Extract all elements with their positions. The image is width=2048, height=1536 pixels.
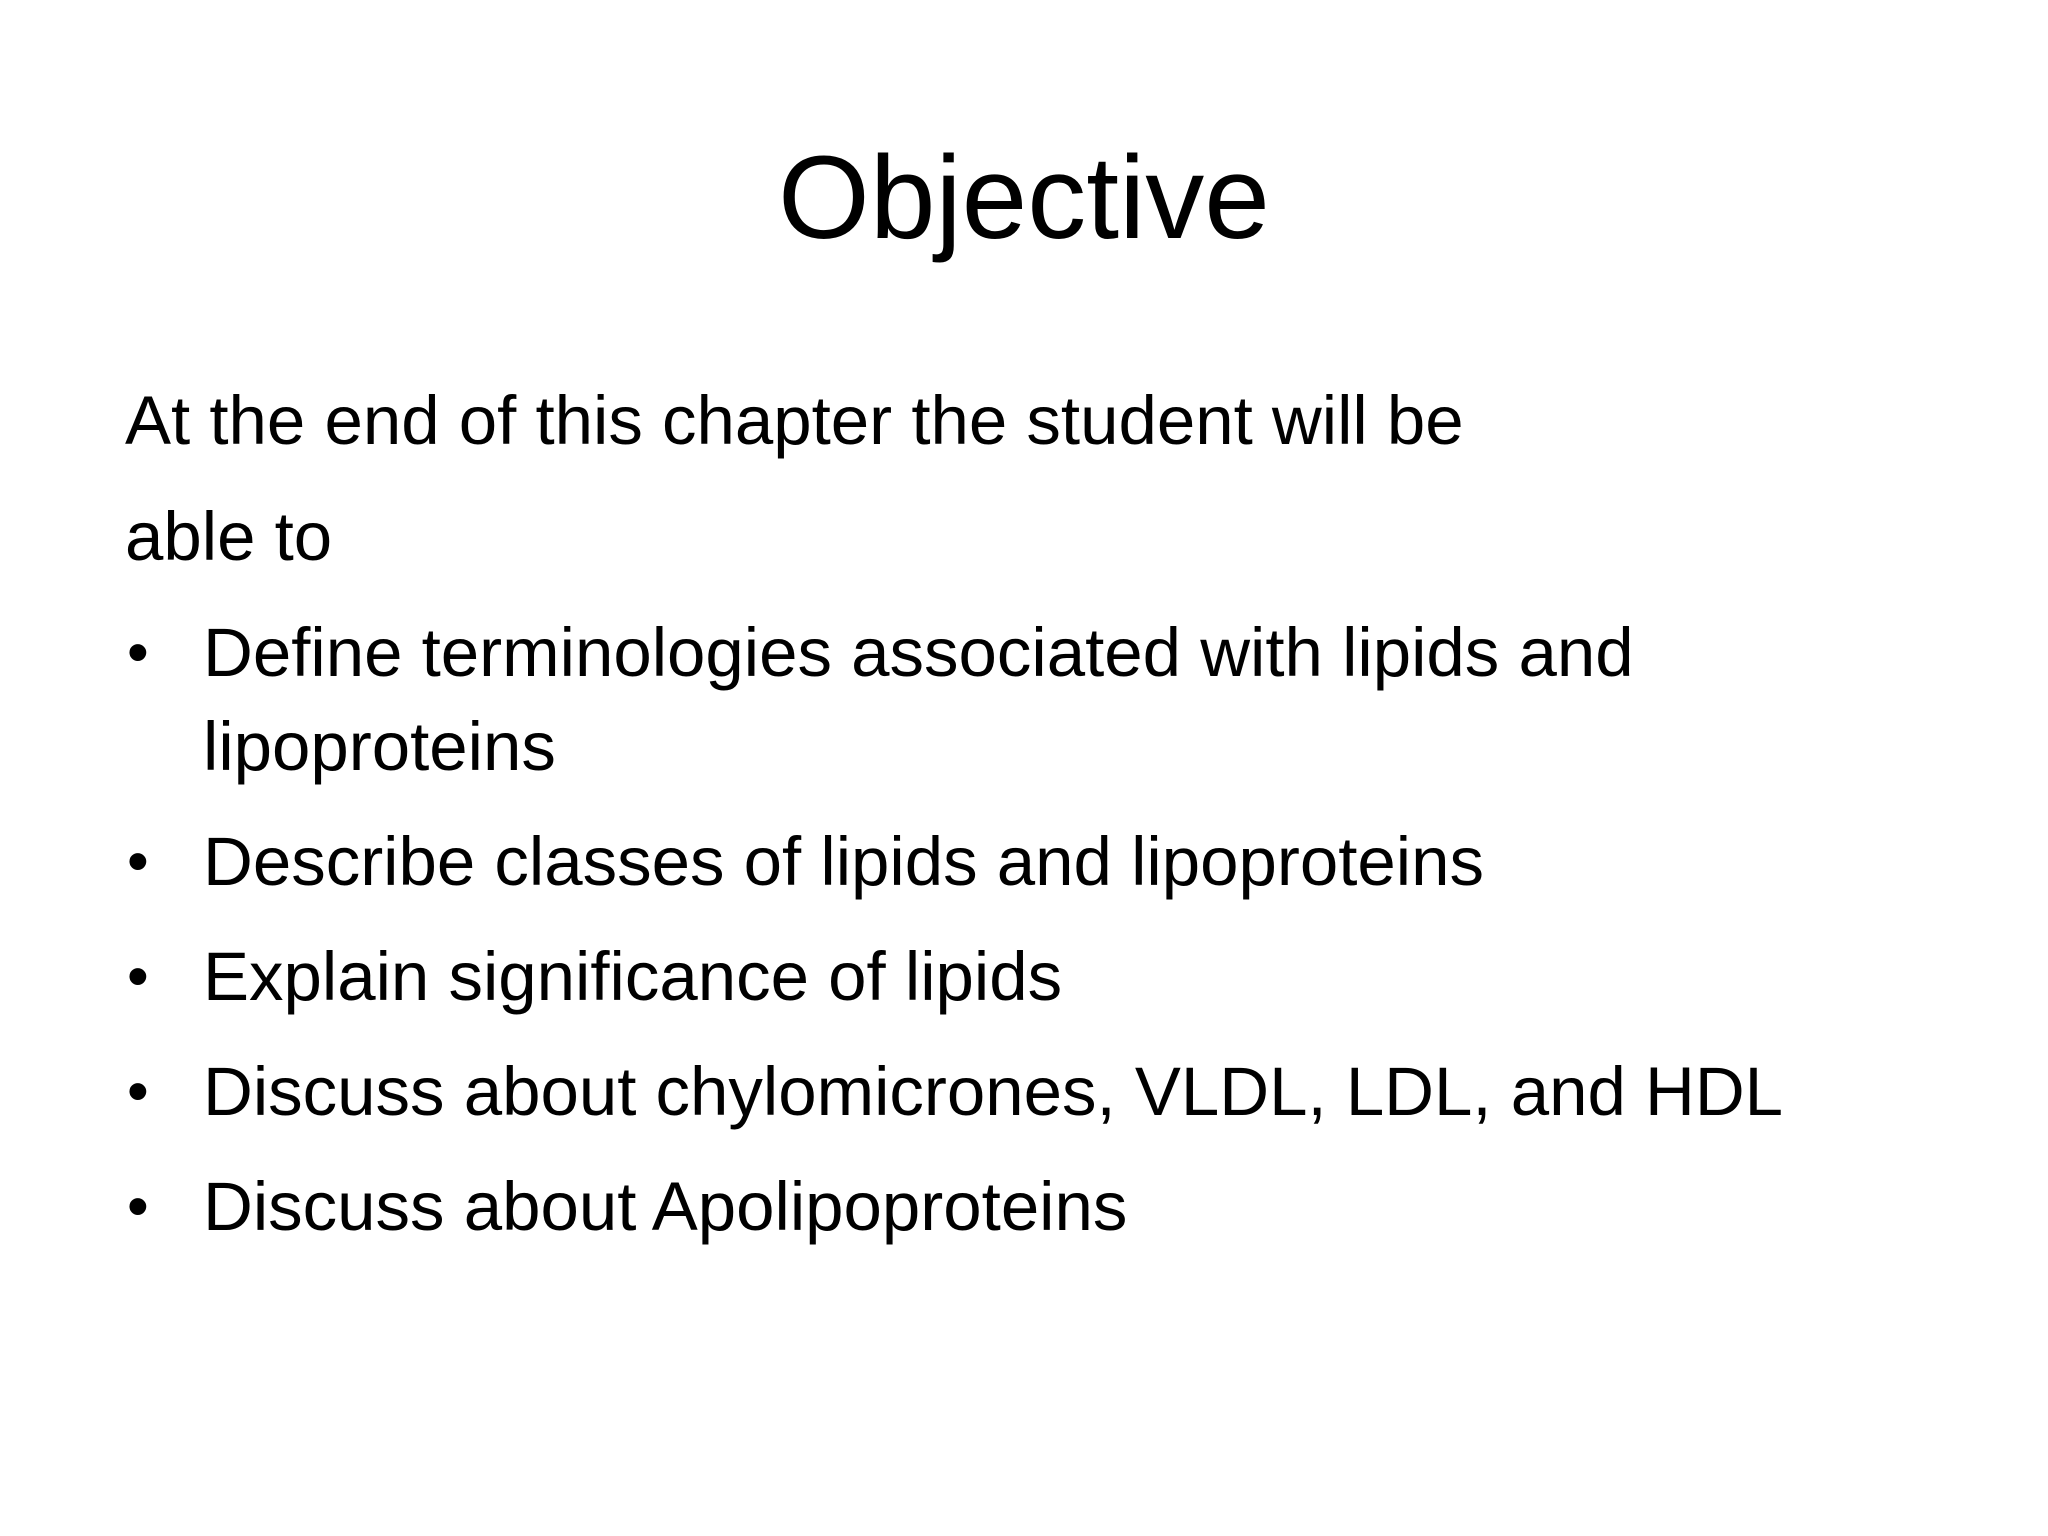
objective-text: Define terminologies associated with lipids and lipoproteins	[203, 614, 1634, 785]
bullet-icon: •	[127, 1172, 149, 1241]
objective-text: Describe classes of lipids and lipoproteins	[203, 823, 1484, 900]
objectives-list	[125, 606, 1925, 1254]
objective-item	[125, 930, 1925, 1024]
objective-item	[125, 815, 1925, 909]
slide-body	[125, 380, 1925, 1275]
bullet-icon: •	[127, 827, 149, 896]
objective-item	[125, 1045, 1925, 1139]
objective-item	[125, 606, 1903, 794]
bullet-icon: •	[127, 942, 149, 1011]
bullet-icon: •	[127, 1057, 149, 1126]
slide-title: Objective	[778, 132, 1270, 264]
intro-line-1: At the end of this chapter the student will be	[125, 382, 1464, 459]
objective-item	[125, 1160, 1925, 1254]
objective-text: Discuss about Apolipoproteins	[203, 1168, 1128, 1245]
objective-text: Discuss about chylomicrones, VLDL, LDL, and HDL	[203, 1053, 1784, 1130]
bullet-icon: •	[127, 618, 149, 687]
intro-line-2: able to	[125, 498, 333, 575]
objective-text: Explain significance of lipids	[203, 938, 1063, 1015]
